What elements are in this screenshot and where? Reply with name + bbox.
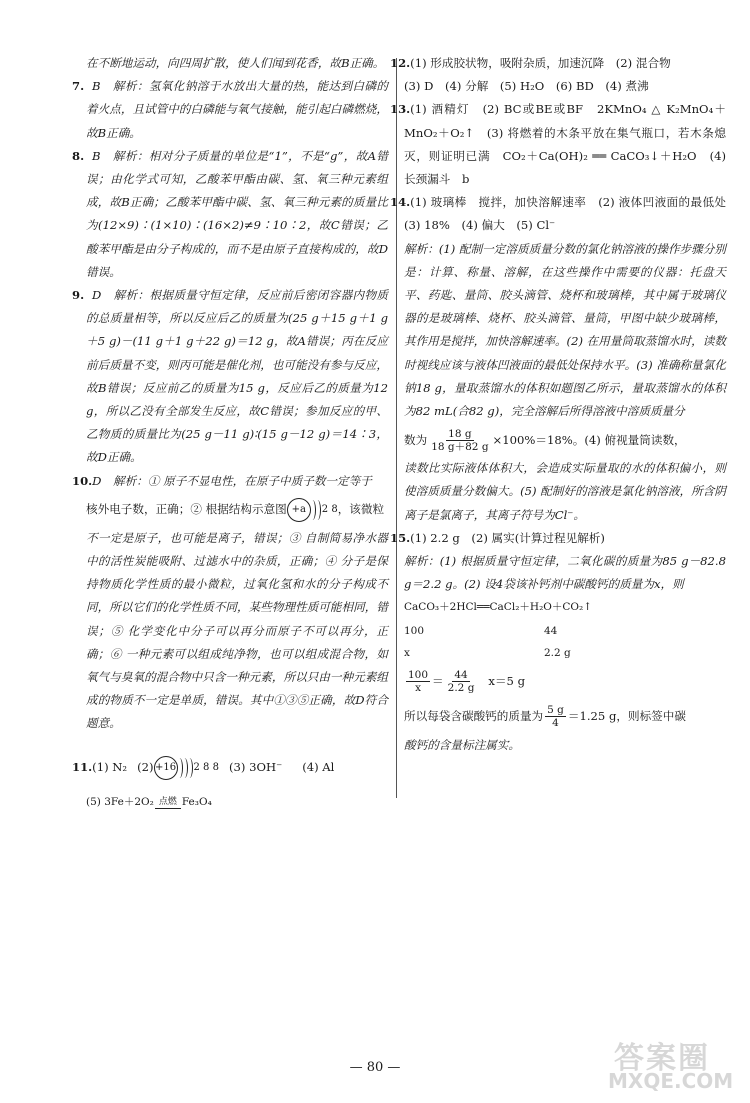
question-number: 8.: [72, 148, 85, 163]
conclusion-end: [404, 734, 726, 757]
answer-15-answers: [390, 527, 726, 550]
ratio-cell: 100: [404, 624, 425, 637]
watermark-text-bottom: MXQE.COM: [608, 1069, 734, 1093]
equation-reactants: (5) 3Fe＋2O₂: [86, 796, 154, 809]
answer-14-explanation-a: 解析：(1) 配制一定溶质质量分数的氯化钠溶液的操作步骤分别是：计算、称量、溶解，在这些操作中需要的仪器：托盘天平、药匙、量筒、胶头滴管、烧杯和玻璃棒，其中属于玻璃仪器的是玻璃棒、烧杯、胶头滴管、量筒，甲图中缺少玻璃棒，其作用是搅拌，加快溶解速率。(2) 在用量筒取蒸馏水时，读数时视线应该与液体凹液面的最低处保持水平。(3) 准确称量氯化钠18 g，量取蒸馏水的体积如题图乙所示，量取蒸馏水的体积为82 mL(合82 g)，完全溶解后所得溶液中溶质质量分: [404, 241, 726, 419]
answer-10-text-c: ，该微粒: [337, 502, 385, 517]
fraction-numerator: 100: [408, 669, 429, 682]
proportion-left: [406, 669, 430, 694]
nucleus-label: +16: [154, 756, 178, 780]
answer-11-part1: (1) N₂: [92, 760, 128, 775]
answer-14-fraction-line: [404, 423, 726, 457]
answer-14-explanation-end: [404, 457, 726, 527]
electron-shell-arc: [186, 758, 193, 778]
ratio-table: [404, 620, 726, 664]
page-number: — 80 —: [349, 1060, 401, 1075]
question-number: 15.: [390, 530, 411, 545]
answer-7-text: B 解析：氢氧化钠溶于水放出大量的热，能达到白磷的着火点，且试管中的白磷能与氧气接触，能引起白磷燃烧，故B正确。: [86, 79, 388, 140]
equation-product: Fe₃O₄: [181, 796, 212, 809]
reaction-condition: [155, 797, 181, 809]
answer-11-part4: (4) Al: [302, 760, 335, 775]
answer-13-text: (1) 酒精灯 (2) BC或BE或BF 2KMnO₄ △ K₂MnO₄＋MnO₂＋O₂↑ (3) 将燃着的木条平放在集气瓶口，若木条熄灭，则证明已满 CO₂＋Ca(OH)₂ ══ CaCO₃↓＋H₂O (4) 长颈漏斗 b: [404, 102, 726, 187]
electron-count: 2 8: [321, 504, 338, 516]
fraction-numerator: 44: [454, 669, 468, 682]
ratio-cell: 2.2 g: [544, 646, 571, 659]
answer-13: [390, 98, 726, 191]
answer-10: [72, 470, 388, 736]
question-number: 13.: [390, 102, 411, 117]
answer-12-line1: [390, 52, 726, 75]
x-result: x＝5 g: [488, 674, 526, 689]
question-number: 12.: [390, 56, 411, 70]
fraction-tail: ×100%＝18%。(4) 俯视量筒读数，: [492, 432, 686, 447]
question-number: 9.: [72, 288, 85, 303]
reaction-arrow: [155, 808, 181, 809]
conclusion-line: [404, 700, 726, 734]
fraction-denominator: 2.2 g: [447, 682, 475, 695]
answer-11: [72, 750, 388, 820]
nucleus-label: +a: [287, 498, 311, 522]
fraction-numerator: 5 g: [547, 704, 564, 717]
electron-count: 2 8 8: [193, 762, 219, 774]
condition-label: 点燃: [158, 796, 177, 807]
answer-10-text-b: 核外电子数，正确；② 根据结构示意图: [86, 502, 287, 517]
answer-15-explanation-a: 解析：(1) 根据质量守恒定律，二氧化碳的质量为85 g－82.8 g＝2.2 g。(2) 设4袋该补钙剂中碳酸钙的质量为x，则: [404, 554, 726, 592]
continued-text-body: 在不断地运动，向四周扩散，使人们闻到花香，故B正确。: [86, 56, 385, 70]
answer-15-explanation: [404, 550, 726, 596]
answer-8: [72, 145, 388, 284]
chemical-equation: CaCO₃＋2HCl══CaCl₂＋H₂O＋CO₂↑: [404, 601, 593, 614]
answer-10-line1: [72, 470, 388, 493]
answer-12-text-b: (3) D (4) 分解 (5) H₂O (6) BD (4) 煮沸: [404, 79, 649, 94]
sulfur-ion-diagram: [154, 756, 219, 780]
conclusion-lead: 所以每袋含碳酸钙的质量为: [404, 709, 544, 724]
answer-12-line2: [404, 75, 726, 98]
fraction-denominator: 18 g＋82 g: [431, 440, 489, 453]
ratio-cell: x: [404, 646, 410, 659]
question-number: 7.: [72, 79, 85, 94]
proportion-right: [446, 669, 477, 694]
conclusion-tail: ＝1.25 g，则标签中碳: [567, 709, 686, 724]
answer-10-text-a: D 解析：① 原子不显电性，在原子中质子数一定等于: [92, 473, 372, 488]
fraction-lead: 数为: [404, 432, 428, 447]
fraction-numerator: 18 g: [448, 427, 472, 440]
answer-15-text: (1) 2.2 g (2) 属实(计算过程见解析): [410, 530, 605, 545]
answer-10-line2: [86, 493, 388, 527]
proportion-line: $\frac{100}{x}$ ＝ $\frac{44}{2.2 g}$ x＝5 g: [408, 669, 526, 695]
answer-14-explanation-b: 读数比实际液体体积大，会造成实际量取的水的体积偏小，则使溶质质量分数偏大。(5) 配制好的溶液是氯化钠溶液，所含阴离子是氯离子，其离子符号为Cl⁻。: [404, 461, 726, 522]
fraction-denominator: 4: [552, 717, 559, 730]
answer-9: [72, 284, 388, 470]
watermark-text-top: 答案圈: [614, 1041, 710, 1076]
mass-fraction: [429, 428, 490, 453]
question-number: 11.: [72, 760, 93, 775]
answer-14-answers: [390, 191, 738, 237]
question-number: 10.: [72, 473, 93, 488]
answer-8-text: B 解析：相对分子质量的单位是“1”，不是“g”，故A错误；由化学式可知，乙酸苯甲酯由碳、氢、氧三种元素组成，故B正确；乙酸苯甲酯中碳、氢、氧三种元素的质量比为(12×9)∶(1×10)∶(16×2)≠9∶10∶2，故C错误；乙酸苯甲酯是由分子构成的，而不是由原子直接构成的，故D错误。: [86, 148, 388, 279]
fraction-denominator: x: [415, 682, 421, 695]
answer-14-explanation: [404, 238, 726, 424]
answer-11-part3: (3) 3OH⁻: [228, 760, 283, 775]
answer-12-text-a: (1) 形成胶状物，吸附杂质，加速沉降 (2) 混合物: [410, 56, 671, 70]
answer-7: [72, 75, 388, 145]
atom-structure-diagram: [287, 498, 338, 522]
answer-14-text: (1) 玻璃棒 搅拌，加快溶解速率 (2) 液体凹液面的最低处 (3) 18% (4) 偏大 (5) Cl⁻: [404, 195, 738, 233]
continued-text: [86, 52, 388, 75]
electron-shell-arc: [314, 500, 321, 520]
ratio-cell: 44: [544, 624, 558, 637]
question-number: 14.: [390, 195, 411, 210]
watermark-logo: [606, 1029, 742, 1097]
answer-11-line2: [86, 786, 388, 820]
answer-11-line1: [72, 750, 388, 786]
answer-10-rest: [86, 527, 388, 736]
answer-11-part2: (2): [137, 760, 154, 775]
answer-14: [390, 191, 738, 527]
answer-10-text-d: 不一定是原子，也可能是离子，错误；③ 自制简易净水器中的活性炭能吸附、过滤水中的杂质，正确；④ 分子是保持物质化学性质的最小微粒，过氧化氢和水的分子构成不同，所以它们的化学性质不同，某些物理性质可能相同，错误；⑤ 化学变化中分子可以再分而原子不可以再分，正确；⑥ 一种元素可以组成纯净物，也可以组成混合物，如氧气与臭氧的混合物中只含一种元素，所以只由一种元素组成的物质不一定是单质，错误。其中①③⑤正确，故D符合题意。: [86, 530, 388, 731]
per-bag-fraction: [545, 704, 566, 729]
answer-12: [390, 52, 726, 98]
answer-9-text: D 解析：根据质量守恒定律，反应前后密闭容器内物质的总质量相等，所以反应后乙的质量为(25 g＋15 g＋1 g＋5 g)－(11 g＋1 g＋22 g)＝12 g，故A错误；丙在反应前后质量不变，则丙可能是催化剂，也可能没有参与反应，故B错误；反应前乙的质量为15 g，反应后乙的质量为12 g，所以乙没有全部发生反应，故C错误；参加反应的甲、乙物质的质量比为(25 g－11 g)∶(15 g－12 g)＝14∶3，故D正确。: [86, 288, 388, 465]
right-column: [390, 52, 738, 757]
conclusion-end-text: 酸钙的含量标注属实。: [404, 737, 520, 752]
column-divider: [396, 58, 397, 798]
left-column: [72, 52, 388, 820]
answer-15: [390, 527, 726, 757]
